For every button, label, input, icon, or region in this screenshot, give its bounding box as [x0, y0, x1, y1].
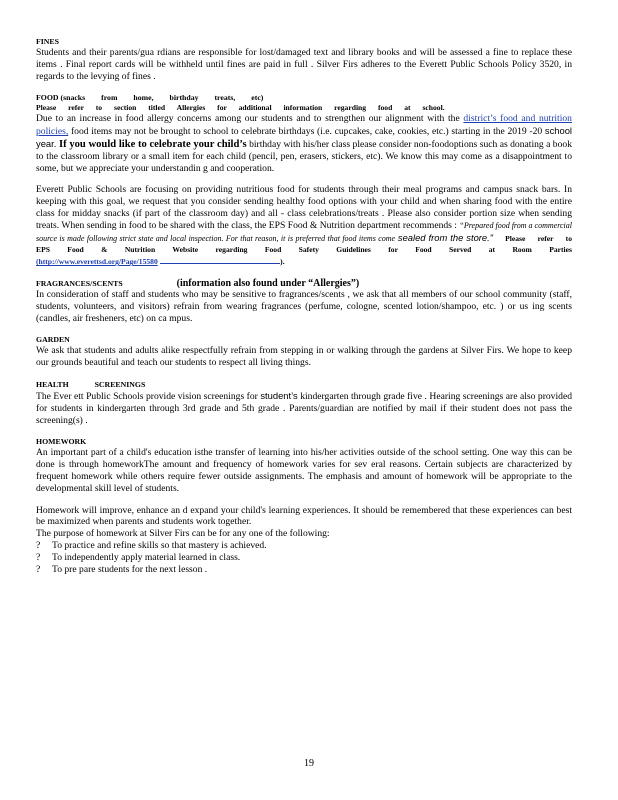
fragrances-text: In consideration of staff and students who may be sensitive to fragrances/scents , we ask that all members of our school community (staff, students, volunteers, and visitors) refrain from wearing fragrances (perfume, cologne, scented lotion/shampoo, etc. ) or us ing scents (candles, air fresheners, etc) on ca mpus. — [36, 288, 572, 324]
food-heading-sub: (snacks from home, birthday treats, etc) — [60, 93, 264, 103]
fines-heading: FINES — [36, 37, 59, 46]
food-p1-mid: food items may not be brought to school to celebrate birthdays (i.e. cupcakes, cake, cookies, etc.) starting in the 2019 -20 — [68, 126, 545, 138]
page-number: 19 — [304, 758, 314, 769]
food-refer-line: Please refer to section titled Allergies for additional information regarding food at school. — [36, 103, 445, 113]
health-text-start: The Ever ett Public Schools provide vision screenings for — [36, 390, 261, 402]
food-p1-end: birthday with his/her class please consider non-foodoptions such as donating a book to the classroom library or a small item for each child (pencil, pen, erasers, stickers, etc). We know this may come as a disappointment to some, but we appreciate your understandin g and cooperation. — [36, 138, 572, 174]
food-p2-quote-end: sealed from the store.” — [397, 231, 493, 243]
homework-paragraph-2: Homework will improve, enhance an d expand your child's learning experiences. It should be remembered that these experiences can best be maximized when parents and students work together. — [36, 504, 572, 528]
homework-purpose-text: To practice and refine skills so that mastery is achieved. — [52, 539, 267, 551]
fragrances-heading-note: (information also found under “Allergies”) — [176, 277, 360, 289]
garden-text: We ask that students and adults alike respectfully refrain from stepping in or walking through the gardens at Silver Firs. We hope to keep our grounds beautiful and teach our students to respect all living things. — [36, 345, 572, 369]
food-nutrition-policies-link[interactable]: district’s food and nutrition policies, — [36, 113, 572, 138]
food-p1-emphasis: If you would like to celebrate your child’s — [56, 138, 247, 150]
homework-paragraph-1: An important part of a child's education isthe transfer of learning into his/her activities outside of the school setting. One way this can be done is through homeworkThe amount and frequency of homework varies for sev eral reasons. Certain subjects are characterized by frequent homework while others require fewer outside assignments. The emphasis and amount of homework will be appropriate to the developmental skill level of students. — [36, 447, 572, 494]
food-p2-close: ). — [280, 257, 285, 267]
eps-food-safety-link[interactable]: (http://www.everettsd.org/Page/15580 — [36, 257, 158, 267]
food-heading-title: FOOD — [36, 93, 59, 103]
food-p1-start: Due to an increase in food allergy concerns among our students and to strengthen our alignment with the — [36, 113, 460, 125]
homework-purpose-text: To pre pare students for the next lesson . — [52, 563, 208, 575]
homework-purpose-item — [36, 552, 572, 564]
fines-section — [36, 36, 572, 82]
health-text-sans: student’s — [260, 389, 298, 401]
health-heading: HEALTH SCREENINGS — [36, 379, 146, 389]
health-text-end: kindergarten through grade five . Hearing screenings are also provided for students in kindergarten through 3rd grade and 5th grade . Parents/guardian are notified by mail if their student does not pass the screening(s) . — [36, 390, 572, 426]
food-heading — [36, 92, 572, 103]
homework-heading: HOMEWORK — [36, 437, 87, 447]
homework-purpose-item — [36, 564, 572, 576]
bullet-marker: ? — [36, 551, 41, 563]
homework-purpose-text: To independently apply material learned in class. — [52, 551, 241, 563]
bullet-marker: ? — [36, 539, 41, 551]
health-text — [36, 390, 572, 426]
health-section — [36, 379, 572, 426]
food-p2-refer: Please refer to EPS Food & Nutrition Website regarding Food Safety Guidelines for Food Served at Room Parties — [36, 233, 573, 255]
homework-section — [36, 436, 572, 575]
homework-paragraph-3: The purpose of homework at Silver Firs can be for any one of the following: — [36, 528, 330, 540]
food-paragraph-2 — [36, 184, 572, 268]
link-underline-gap — [160, 263, 280, 264]
fragrances-heading — [36, 278, 572, 289]
food-p1-school-year: school year. — [36, 125, 572, 149]
bullet-marker: ? — [36, 563, 41, 575]
food-p2-quote: “Prepared food from a commercial source is made following strict state and local inspection. For that reason, it is preferred that food items come — [36, 220, 573, 243]
food-section — [36, 92, 572, 268]
garden-section — [36, 334, 572, 369]
fines-text: Students and their parents/gua rdians are responsible for lost/damaged text and library books and will be assessed a fine to replace these items . Final report cards will be withheld until fines are paid in full . Silver Firs adheres to the Everett Public Schools Policy 3520, in regards to the levying of fines . — [36, 47, 572, 82]
food-paragraph-1 — [36, 113, 572, 174]
homework-purpose-item — [36, 540, 572, 552]
food-p2-start: Everett Public Schools are focusing on providing nutritious food for students through their meal programs and campus snack bars. In keeping with this goal, we request that you consider sending healthy food options with your child and when sharing food with the entire class for midday snacks (if part of the classroom day) and all - class celebrations/treats . Please also consider portion size when sending treats. When sending in food to be shared with the class, the EPS Food & Nutrition department recommends : — [36, 184, 572, 231]
fragrances-section — [36, 278, 572, 324]
garden-heading: GARDEN — [36, 335, 70, 345]
fragrances-heading-title: FRAGRANCES/SCENTS — [36, 278, 123, 288]
